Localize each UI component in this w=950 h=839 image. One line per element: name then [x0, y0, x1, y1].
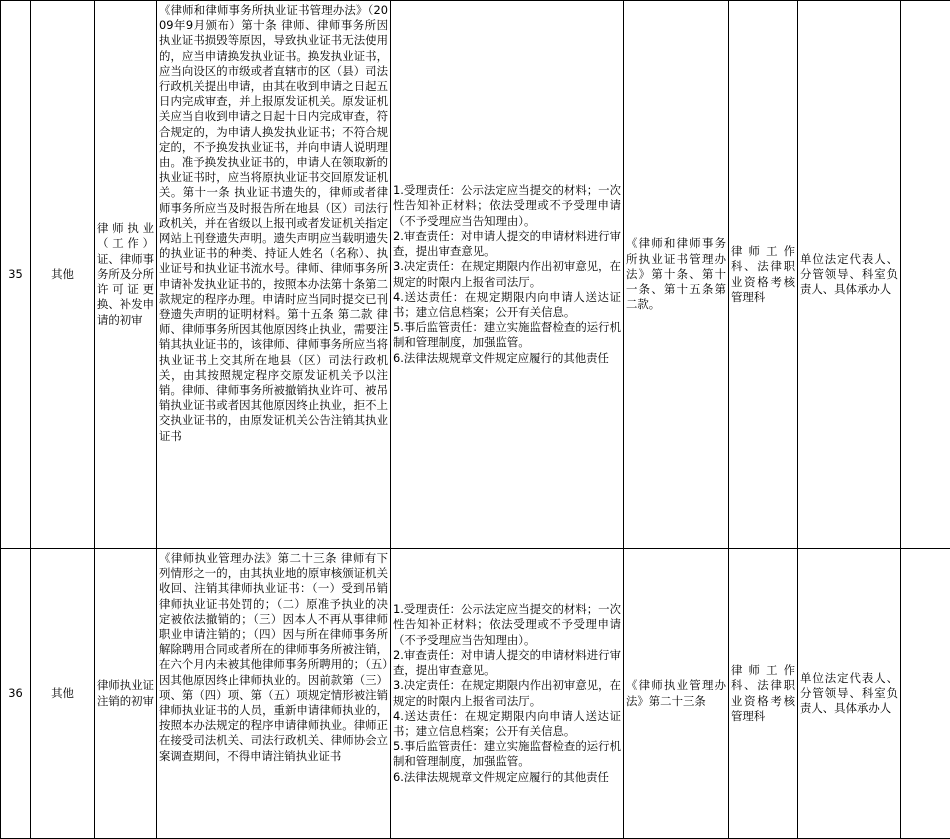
- table-row: [1, 1, 950, 549]
- remark-cell: [901, 549, 950, 839]
- item-name-cell: 律师执业证注销的初审: [95, 549, 157, 839]
- remark-cell: [901, 1, 950, 549]
- accountable-cell: 单位法定代表人、分管领导、科室负责人、具体承办人: [798, 1, 901, 549]
- table-row: [1, 549, 950, 839]
- responsibility-item: 2.审查责任：对申请人提交的申请材料进行审查，提出审查意见。: [393, 648, 621, 678]
- row-number: 36: [1, 549, 31, 839]
- basis-cell: 《律师和律师事务所执业证书管理办法》（2009年9月颁布）第十条 律师、律师事务所因执业证书损毁等原因，导致执业证书无法使用的，应当申请换发执业证书。换发执业证书，应当向设区的市级或者直辖市的区（县）司法行政机关提出申请，由其在收到申请之日起五日内完成审查，并上报原发证机关。原发证机关应当自收到申请之日起十日内完成审查，符合规定的，为申请人换发执业证书；不符合规定的，不予换发执业证书，并向申请人说明理由。准予换发执业证书的，申请人在领取新的执业证书时，应当将原执业证书交回原发证机关。第十一条 执业证书遗失的，律师或者律师事务所应当及时报告所在地县（区）司法行政机关，并在省级以上报刊或者发证机关指定网站上刊登遗失声明。遗失声明应当载明遗失的执业证书的种类、持证人姓名（名称）、执业证号和执业证书流水号。律师、律师事务所申请补发执业证书的，按照本办法第十条第二款规定的程序办理。申请时应当同时提交已刊登遗失声明的证明材料。第十五条 第二款 律师、律师事务所因其他原因终止执业，需要注销其执业证书的，该律师、律师事务所应当将执业证书上交其所在地县（区）司法行政机关，由其按照规定程序交原发证机关予以注销。律师、律师事务所被撤销执业许可、被吊销执业证书或者因其他原因终止执业，拒不上交执业证书的，由原发证机关公告注销其执业证书: [157, 1, 391, 549]
- accountable-cell: 单位法定代表人、分管领导、科室负责人、具体承办人: [798, 549, 901, 839]
- responsibility-cell: [391, 1, 624, 549]
- category-cell: 其他: [31, 1, 95, 549]
- responsibility-item: 6.法律法规规章文件规定应履行的其他责任: [393, 770, 621, 785]
- department-cell: 律师工作科、法律职业资格考核管理科: [729, 549, 798, 839]
- responsibility-item: 2.审查责任：对申请人提交的申请材料进行审查，提出审查意见。: [393, 229, 621, 259]
- responsibility-item: 1.受理责任：公示法定应当提交的材料；一次性告知补正材料；依法受理或不予受理申请（不予受理应当告知理由）。: [393, 602, 621, 648]
- department-cell: 律师工作科、法律职业资格考核管理科: [729, 1, 798, 549]
- row-number: 35: [1, 1, 31, 549]
- responsibility-item: 1.受理责任：公示法定应当提交的材料；一次性告知补正材料；依法受理或不予受理申请（不予受理应当告知理由）。: [393, 183, 621, 229]
- responsibility-item: 3.决定责任：在规定期限内作出初审意见，在规定的时限内上报省司法厅。: [393, 259, 621, 289]
- responsibility-item: 3.决定责任：在规定期限内作出初审意见，在规定的时限内上报省司法厅。: [393, 678, 621, 708]
- responsibility-item: 6.法律法规规章文件规定应履行的其他责任: [393, 351, 621, 366]
- category-cell: 其他: [31, 549, 95, 839]
- legal-basis-cell: 《律师和律师事务所执业证书管理办法》第十条、第十一条、第十五条第二款。: [624, 1, 729, 549]
- responsibility-item: 4.送达责任：在规定期限内向申请人送达证书；建立信息档案；公开有关信息。: [393, 290, 621, 320]
- item-name-cell: 律师执业（工作）证、律师事务所及分所许可证更换、补发申请的初审: [95, 1, 157, 549]
- responsibility-item: 4.送达责任：在规定期限内向申请人送达证书；建立信息档案；公开有关信息。: [393, 709, 621, 739]
- legal-basis-cell: 《律师执业管理办法》第二十三条: [624, 549, 729, 839]
- responsibility-cell: [391, 549, 624, 839]
- basis-cell: 《律师执业管理办法》第二十三条 律师有下列情形之一的，由其执业地的原审核颁证机关收回、注销其律师执业证书：（一）受到吊销律师执业证书处罚的；（二）原准予执业的决定被依法撤销的；（三）因本人不再从事律师职业申请注销的；（四）因与所在律师事务所解除聘用合同或者所在的律师事务所被注销，在六个月内未被其他律师事务所聘用的；（五）因其他原因终止律师执业的。因前款第（三）项、第（四）项、第（五）项规定情形被注销律师执业证书的人员，重新申请律师执业的，按照本办法规定的程序申请律师执业。律师正在接受司法机关、司法行政机关、律师协会立案调查期间，不得申请注销执业证书: [157, 549, 391, 839]
- responsibility-item: 5.事后监管责任：建立实施监督检查的运行机制和管理制度，加强监管。: [393, 320, 621, 350]
- responsibility-item: 5.事后监管责任：建立实施监督检查的运行机制和管理制度，加强监管。: [393, 739, 621, 769]
